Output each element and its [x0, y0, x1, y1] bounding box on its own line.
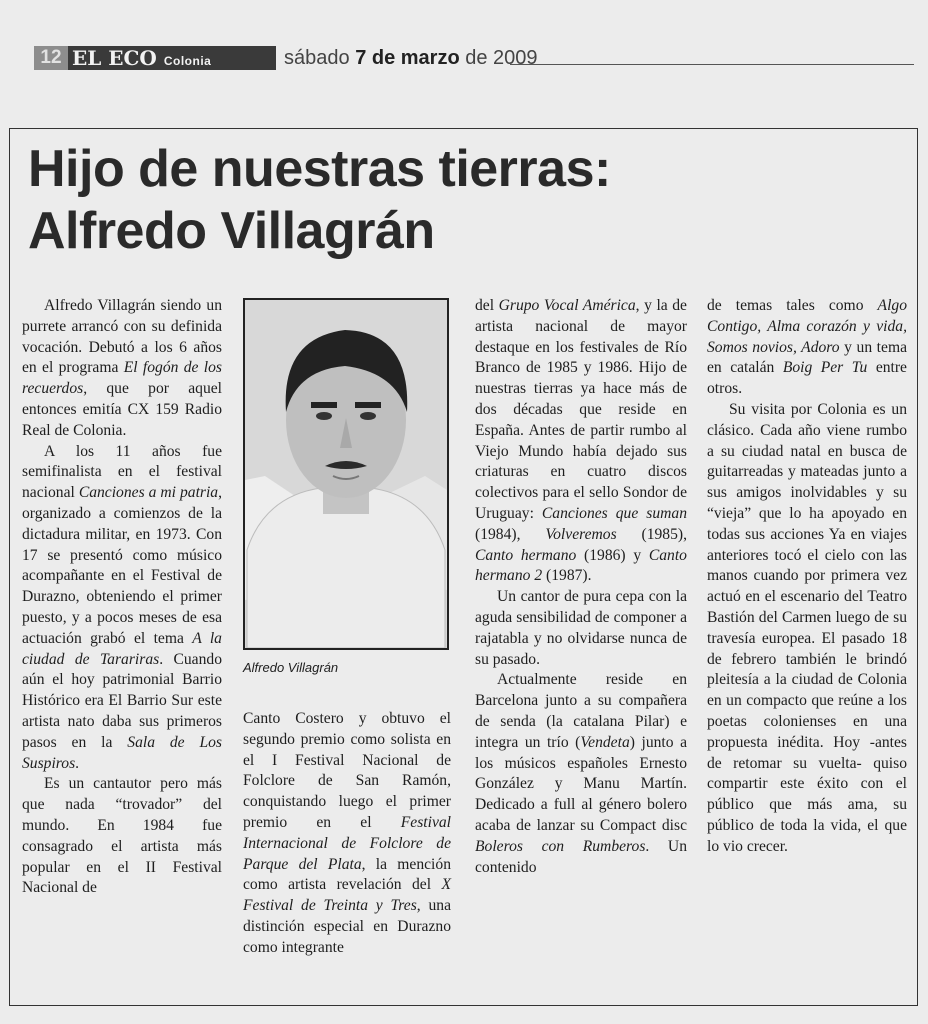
masthead-title: EL ECO — [72, 46, 157, 70]
article-column-1 — [22, 296, 222, 899]
paragraph: Actualmente reside en Barcelona junto a su compañera de senda (la catalana Pilar) e integra un trío (Vendeta) junto a los músicos españoles Ernesto González y Manu Martín. Dedicado a full al género bolero acaba de lanzar su Compact disc Boleros con Rumberos. Un contenido — [475, 671, 688, 876]
page-number: 12 — [34, 46, 68, 70]
paragraph: Es un cantautor pero más que nada “trovador” del mundo. En 1984 fue consagrado el artista más popular en el II Festival Nacional de — [22, 775, 222, 897]
paragraph: del Grupo Vocal América, y la de artista nacional de mayor destaque en los festivales de Río Branco de 1985 y 1986. Hijo de nuestras tierras ya hace más de dos décadas que reside en España. Antes de partir rumbo al Viejo Mundo había dejado sus criaturas en cuatro discos colectivos para el sello Sondor de Uruguay: Canciones que suman (1984), Volveremos (1985), Canto hermano (1986) y Canto hermano 2 (1987). — [475, 297, 687, 585]
paragraph: Alfredo Villagrán siendo un purrete arrancó con su definida vocación. Debutó a los 6 años en el programa El fogón de los recuerdos, que por aquel entonces emitía CX 159 Radio Real de Colonia. — [22, 297, 222, 439]
issue-date — [284, 46, 538, 70]
paragraph: de temas tales como Algo Contigo, Alma corazón y vida, Somos novios, Adoro y un tema en catalán Boig Per Tu entre otros. — [707, 297, 907, 398]
article-headline — [28, 138, 908, 263]
header-rule — [510, 64, 914, 65]
date-day: sábado — [284, 47, 350, 69]
portrait-image — [245, 300, 447, 648]
date-year: de 2009 — [465, 47, 538, 69]
portrait-photo — [243, 298, 449, 650]
masthead-logo — [68, 46, 276, 70]
headline-line-1: Hijo de nuestras tierras: — [28, 140, 611, 198]
page-header — [34, 44, 914, 72]
photo-caption: Alfredo Villagrán — [243, 660, 339, 675]
paragraph: A los 11 años fue semifinalista en el festival nacional Canciones a mi patria, organizado a comienzos de la dictadura militar, en 1973. Con 17 se presentó como músico acompañante en el Festival de Durazno, obteniendo el primer puesto, y a pocos meses de esa actuación grabó el tema A la ciudad de Tarariras. Cuando aún el hoy patrimonial Barrio Histórico era El Barrio Sur este artista nato daba sus primeros pasos en la Sala de Los Suspiros. — [22, 442, 223, 772]
article-column-2 — [243, 709, 451, 959]
paragraph: Un cantor de pura cepa con la aguda sensibilidad de componer a rajatabla y no olvidarse nunca de su pasado. — [475, 588, 687, 668]
masthead-subtitle: Colonia — [163, 54, 212, 68]
paragraph: Canto Costero y obtuvo el segundo premio como solista en el I Festival Nacional de Folclore de San Ramón, conquistando luego el primer premio en el Festival Internacional de Folclore de Parque del Plata, la mención como artista revelación del X Festival de Treinta y Tres, una distinción especial en Durazno como integrante — [243, 710, 451, 956]
headline-line-2: Alfredo Villagrán — [28, 202, 435, 261]
article-column-3 — [475, 296, 687, 878]
paragraph: Su visita por Colonia es un clásico. Cada año viene rumbo a su ciudad natal en busca de guitarreadas y mateadas junto a sus amigos inolvidables y su “vieja” que lo ha apoyado en todas sus acciones Ya en viajes anteriores tocó el cielo con las manos cuando por primera vez actuó en el escenario del Teatro Bastión del Carmen luego de su travesía europea. El pasado 18 de febrero también le brindó pleitesía a la ciudad de Colonia en un compacto que reúne a los poetas colonienses en una propuesta inédita. Hoy -antes de retomar su vuelta- quiso compartir este éxito con el público que más ama, su público de toda la vida, el que lo vio crecer. — [707, 400, 907, 855]
article-column-4 — [707, 296, 907, 858]
date-main: 7 de marzo — [355, 47, 460, 69]
